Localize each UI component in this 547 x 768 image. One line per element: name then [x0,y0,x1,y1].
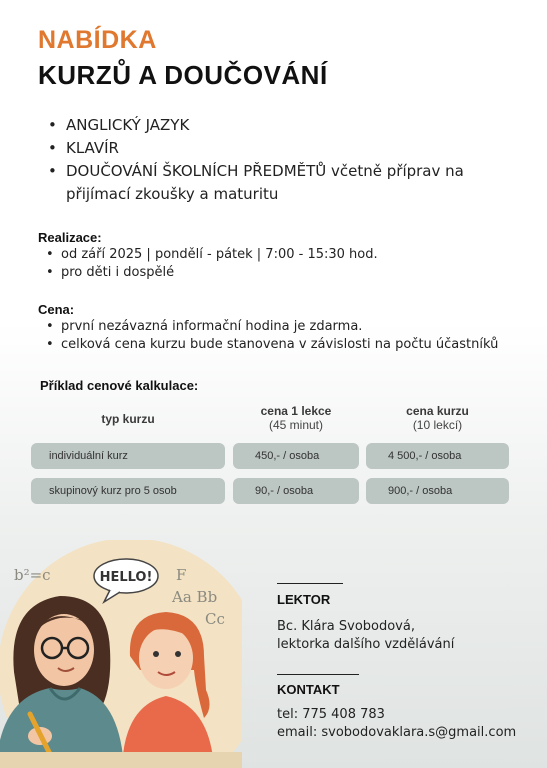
lektor-role: lektorka dalšího vzdělávání [277,637,455,652]
realizace-label: Realizace: [38,230,102,245]
cena-label: Cena: [38,302,75,317]
page-title-line1: NABÍDKA [38,26,157,54]
row-individual-kurz: 4 500,- / osoba [366,443,509,469]
header-kurz-sub: (10 lekcí) [412,418,463,432]
kontakt-heading: KONTAKT [277,682,340,697]
realizace-item: • od září 2025 | pondělí - pátek | 7:00 - 15:30 hod. [46,246,378,264]
speech-bubble-text: HELLO! [99,570,153,585]
tutoring-illustration [0,540,242,768]
row-group-lekce: 90,- / osoba [233,478,359,504]
lektor-name: Bc. Klára Svobodová, [277,619,415,634]
kontakt-email[interactable]: email: svobodovaklara.s@gmail.com [277,725,517,740]
cena-item: • první nezávazná informační hodina je zdarma. [46,318,498,336]
course-list [48,114,518,206]
board-text-4: F [176,566,187,584]
cena-item: • celková cena kurzu bude stanovena v závislosti na počtu účastníků [46,336,498,354]
cena-list [46,318,498,354]
kalkulace-label: Příklad cenové kalkulace: [40,378,199,393]
header-cena-kurzu [366,404,509,432]
course-item: • KLAVÍR [48,137,518,160]
realizace-item: • pro děti i dospělé [46,264,378,282]
kontakt-rule [277,674,359,675]
girl-face [139,627,193,689]
header-kurz-text: cena kurzu [406,404,469,418]
page-title-line2: KURZŮ A DOUČOVÁNÍ [38,60,328,90]
row-group-kurz: 900,- / osoba [366,478,509,504]
board-text-3: Cc [205,610,225,628]
row-individual-typ: individuální kurz [31,443,225,469]
header-cena-lekce [232,404,360,432]
row-group-typ: skupinový kurz pro 5 osob [31,478,225,504]
lektor-rule [277,583,343,584]
board-text-2: Aa Bb [172,588,218,606]
board-text-1: b²=c [14,566,51,584]
course-item: • ANGLICKÝ JAZYK [48,114,518,137]
header-lekce-sub: (45 minut) [268,418,324,432]
row-individual-lekce: 450,- / osoba [233,443,359,469]
kontakt-phone[interactable]: tel: 775 408 783 [277,707,385,722]
course-item: • DOUČOVÁNÍ ŠKOLNÍCH PŘEDMĚTŮ včetně příprav na přijímací zkoušky a maturitu [48,160,518,206]
header-typ-text: typ kurzu [101,412,155,426]
desk [0,752,242,768]
header-typ-kurzu [30,412,226,426]
realizace-list [46,246,378,282]
header-lekce-text: cena 1 lekce [260,404,332,418]
lektor-heading: LEKTOR [277,592,331,607]
